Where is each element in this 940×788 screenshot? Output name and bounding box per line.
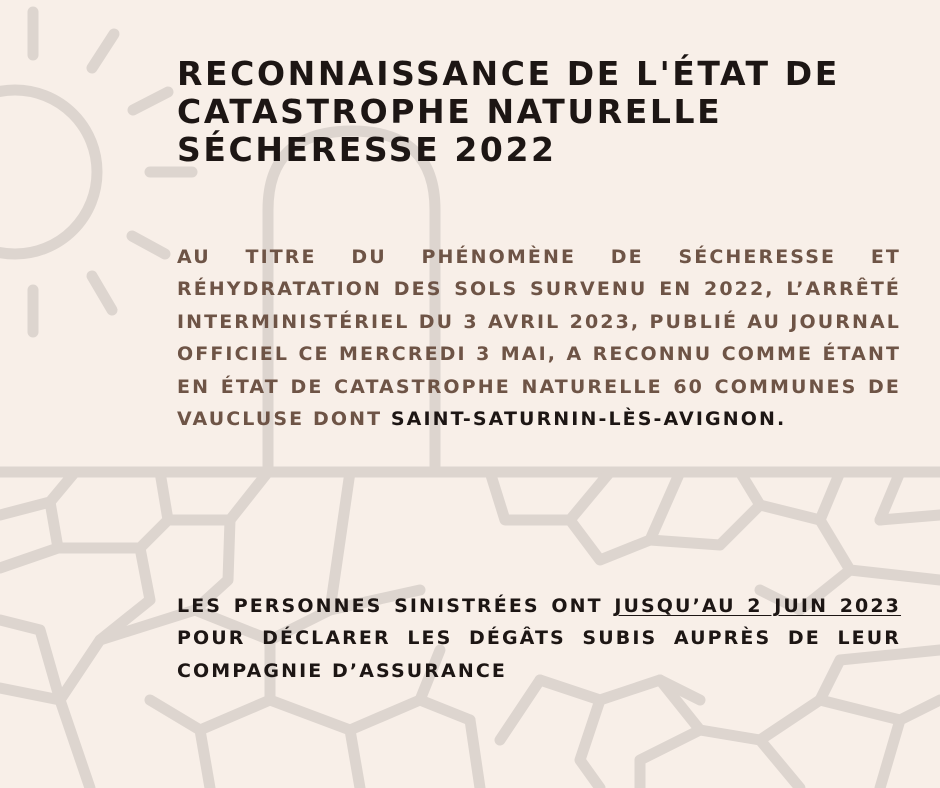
- deadline-date: JUSQU’AU 2 JUIN 2023: [614, 595, 902, 617]
- page-title: RECONNAISSANCE DE L'ÉTAT DE CATASTROPHE NATURELLE SÉCHERESSE 2022: [177, 54, 840, 169]
- deadline-paragraph: [177, 590, 901, 687]
- commune-name: SAINT-SATURNIN-LÈS-AVIGNON.: [390, 408, 787, 431]
- deadline-outro: POUR DÉCLARER LES DÉGÂTS SUBIS AUPRÈS DE LEUR COMPAGNIE D’ASSURANCE: [177, 627, 901, 682]
- deadline-intro: LES PERSONNES SINISTRÉES ONT: [177, 595, 603, 617]
- announcement-body: AU TITRE DU PHÉNOMÈNE DE SÉCHERESSE ET RÉHYDRATATION DES SOLS SURVENU EN 2022, L’ARRÊTÉ INTERMINISTÉRIEL DU 3 AVRIL 2023, PUBLIÉ AU JOURNAL OFFICIEL CE MERCREDI 3 MAI, A RECONNU COMME ÉTANT EN ÉTAT DE CATASTROPHE NATURELLE 60 COMMUNES DE VAUCLUSE DONT: [177, 246, 901, 431]
- sun-icon: [0, 12, 192, 332]
- announcement-paragraph: [177, 241, 901, 435]
